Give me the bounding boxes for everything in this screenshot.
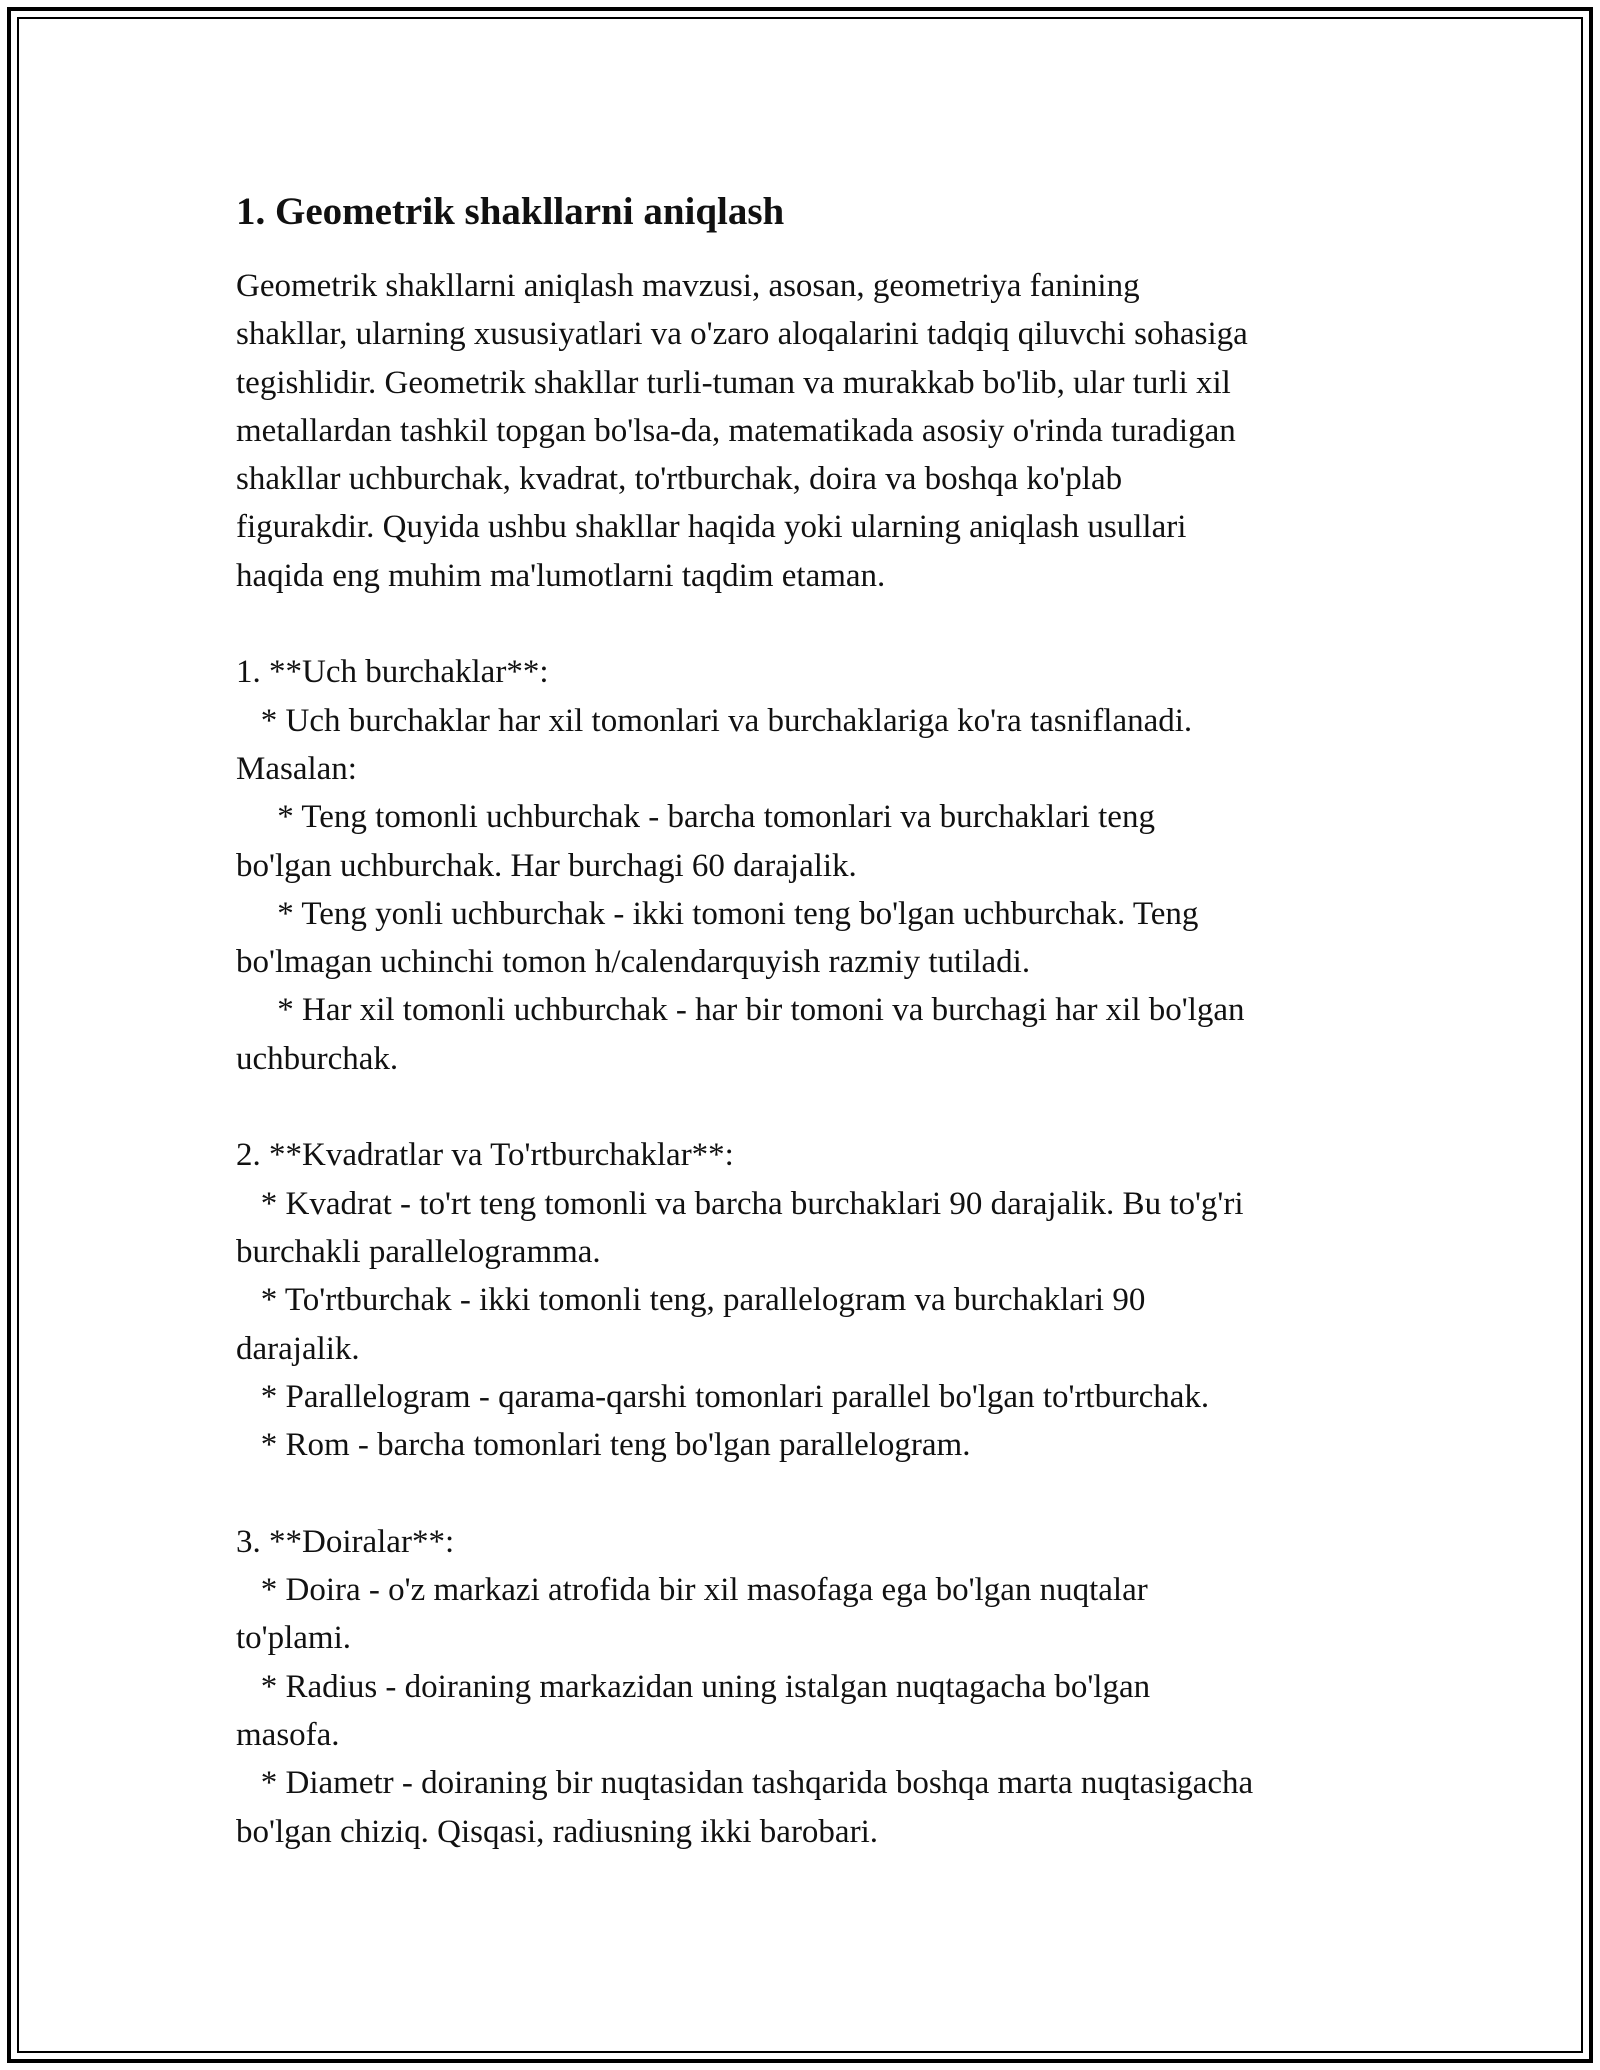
document-body: Geometrik shakllarni aniqlash mavzusi, asosan, geometriya fanining shakllar, ularning xususiyatlari va o'zaro aloqalarini tadqiq qiluvchi sohasiga tegishlidir. Geometrik shakllar turli-tuman va murakkab bo'lib, ular turli xil metallardan tashkil topgan bo'lsa-da, matematikada asosiy o'rinda turadigan shakllar uchburchak, kvadrat, to'rtburchak, doira va boshqa ko'plab figurakdir. Quyida ushbu shakllar haqida yoki ularning aniqlash usullari haqida eng muhim ma'lumotlarni taqdim etaman. 1. **Uch burchaklar**: * Uch burchaklar har xil tomonlari va burchaklariga ko'ra tasniflanadi. Masalan: * Teng tomonli uchburchak - barcha tomonlari va burchaklari teng bo'lgan uchburchak. Har burchagi 60 darajalik. * Teng yonli uchburchak - ikki tomoni teng bo'lgan uchburchak. Teng bo'lmagan uchinchi tomon h/calendarquyish razmiy tutiladi. * Har xil tomonli uchburchak - har bir tomoni va burchagi har xil bo'lgan uchburchak. 2. **Kvadratlar va To'rtburchaklar**: * Kvadrat - to'rt teng tomonli va barcha burchaklari 90 darajalik. Bu to'g'ri burchakli parallelogramma. * To'rtburchak - ikki tomonli teng, parallelogram va burchaklari 90 darajalik. * Parallelogram - qarama-qarshi tomonlari parallel bo'lgan to'rtburchak. * Rom - barcha tomonlari teng bo'lgan parallelogram. 3. **Doiralar**: * Doira - o'z markazi atrofida bir xil masofaga ega bo'lgan nuqtalar to'plami. * Radius - doiraning markazidan uning istalgan nuqtagacha bo'lgan masofa. * Diametr - doiraning bir nuqtasidan tashqarida boshqa marta nuqtasigacha bo'lgan chiziq. Qisqasi, radiusning ikki barobari.: [236, 268, 1254, 1850]
document-content: [236, 188, 1386, 1856]
document-title: 1. Geometrik shakllarni aniqlash: [236, 190, 785, 233]
